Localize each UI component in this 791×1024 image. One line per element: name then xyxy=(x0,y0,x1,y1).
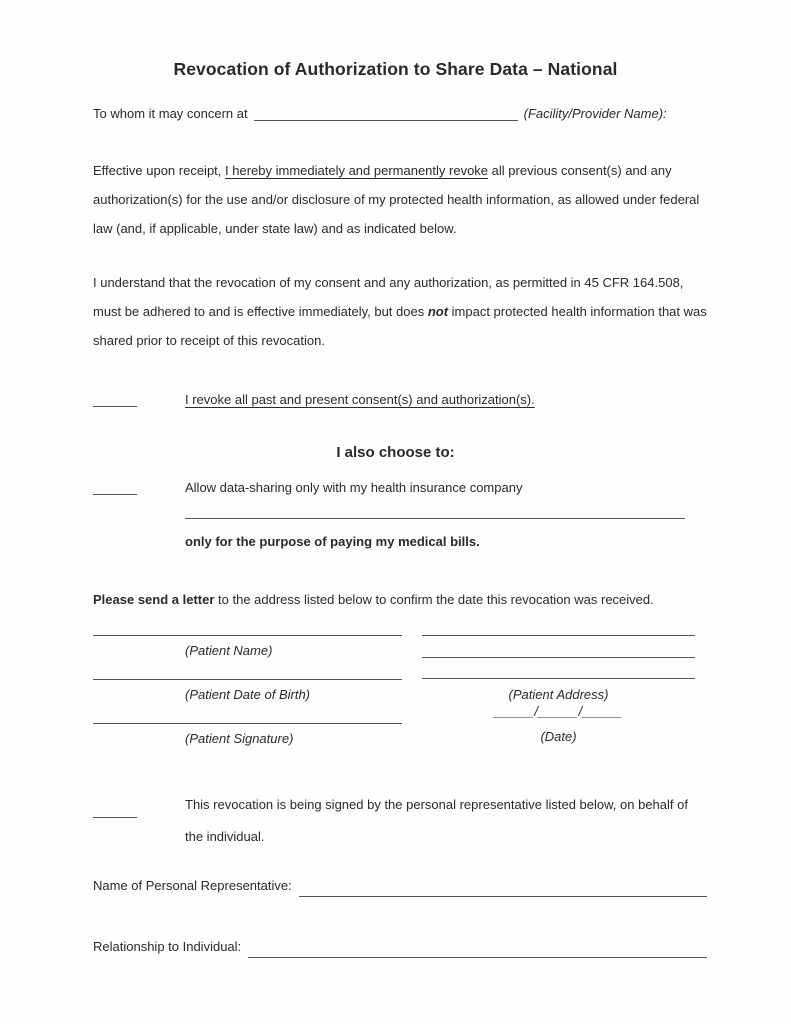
patient-signature-blank[interactable] xyxy=(93,723,402,724)
insurance-company-blank[interactable] xyxy=(185,518,685,519)
paragraph-understand xyxy=(93,268,709,355)
paragraph-understand-pre: I understand that the revocation of my consent and any authorization, as permitted in 45 CFR 164.508, must be adhered to and is effective immediately, but does xyxy=(93,275,684,319)
send-letter-rest: to the address listed below to confirm the date this revocation was received. xyxy=(214,592,654,607)
patient-address-blank-2[interactable] xyxy=(422,657,695,658)
purpose-text: only for the purpose of paying my medical bills. xyxy=(185,534,480,549)
allow-sharing-item xyxy=(93,476,522,495)
send-letter-bold: Please send a letter xyxy=(93,592,215,607)
send-letter-line xyxy=(93,592,654,607)
allow-sharing-initials-blank[interactable] xyxy=(93,479,137,495)
paragraph-understand-post: impact protected health information that was shared prior to receipt of this revocation. xyxy=(93,304,707,348)
rep-name-row xyxy=(93,878,707,897)
also-choose-heading: I also choose to: xyxy=(336,444,455,461)
paragraph-effective xyxy=(93,156,709,243)
salutation-line xyxy=(93,102,753,121)
personal-rep-text: This revocation is being signed by the personal representative listed below, on behalf of the individual. xyxy=(185,797,688,844)
date-blank[interactable]: _____/_____/_____ xyxy=(494,704,623,719)
patient-signature-label: (Patient Signature) xyxy=(185,731,294,746)
patient-name-blank[interactable] xyxy=(93,635,402,636)
document-title: Revocation of Authorization to Share Data – National xyxy=(173,58,618,79)
patient-name-label: (Patient Name) xyxy=(185,643,273,658)
date-label: (Date) xyxy=(540,729,577,744)
paragraph-effective-post: all previous consent(s) and any authorization(s) for the use and/or disclosure of my protected health information, as allowed under federal law (and, if applicable, under state law) and as indicated below. xyxy=(93,163,700,236)
rep-name-label: Name of Personal Representative: xyxy=(93,878,292,893)
patient-fields-section xyxy=(93,628,709,760)
personal-rep-initials-blank[interactable] xyxy=(93,802,137,818)
patient-dob-blank[interactable] xyxy=(93,679,402,680)
rep-name-blank[interactable] xyxy=(299,878,707,897)
relationship-row xyxy=(93,939,707,958)
paragraph-effective-pre: Effective upon receipt, xyxy=(93,163,226,178)
patient-dob-label: (Patient Date of Birth) xyxy=(185,687,310,702)
facility-name-blank[interactable] xyxy=(254,105,518,121)
salutation-suffix: (Facility/Provider Name): xyxy=(523,106,667,121)
patient-address-blank-1[interactable] xyxy=(422,635,695,636)
allow-sharing-text: Allow data-sharing only with my health insurance company xyxy=(185,480,523,495)
revoke-all-text: I revoke all past and present consent(s) and authorization(s). xyxy=(185,392,535,407)
patient-address-label: (Patient Address) xyxy=(508,687,609,702)
paragraph-understand-emphasis: not xyxy=(427,304,449,319)
revoke-all-initials-blank[interactable] xyxy=(93,391,137,407)
patient-address-blank-3[interactable] xyxy=(422,678,695,679)
personal-rep-item xyxy=(93,789,701,853)
relationship-label: Relationship to Individual: xyxy=(93,939,242,954)
revoke-all-item xyxy=(93,388,535,407)
relationship-blank[interactable] xyxy=(248,939,707,958)
paragraph-effective-underlined: I hereby immediately and permanently revoke xyxy=(225,163,489,178)
salutation-prefix: To whom it may concern at xyxy=(93,106,248,121)
